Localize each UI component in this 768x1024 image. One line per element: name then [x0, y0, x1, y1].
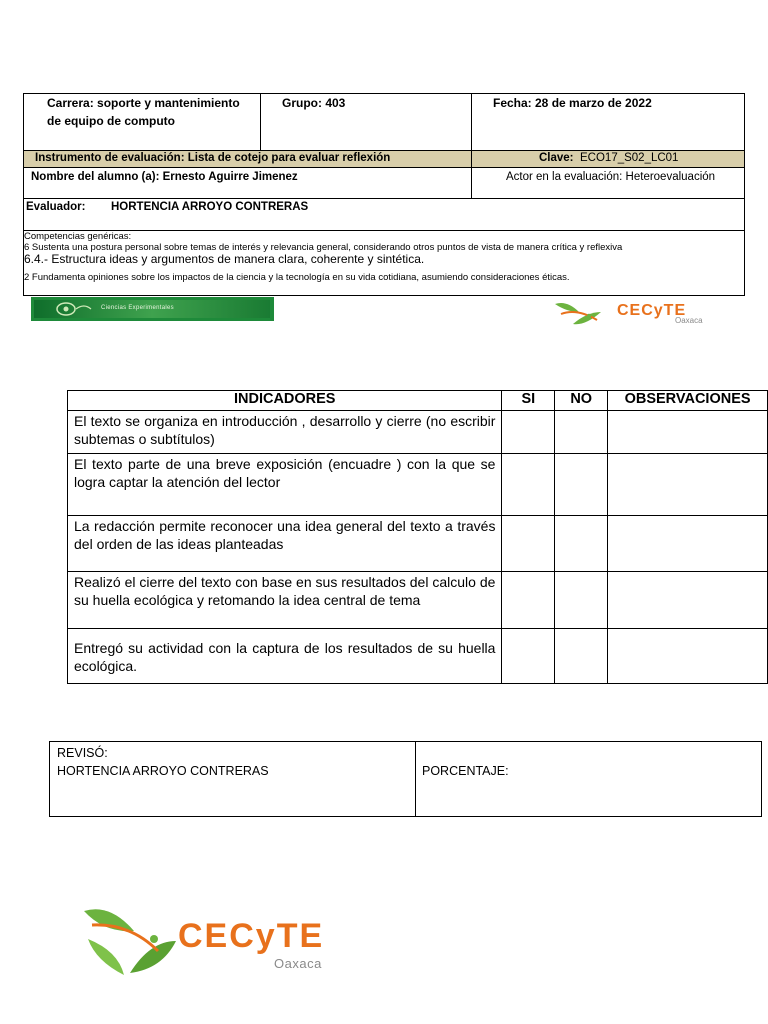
alumno-label: Nombre del alumno (a): Ernesto Aguirre Jimenez: [31, 171, 298, 183]
cecyte-logo-large: [80, 905, 330, 983]
si-cell[interactable]: [502, 411, 555, 454]
competencias-title: Competencias genéricas:: [24, 231, 132, 242]
reviso-label: REVISÓ:: [57, 746, 108, 760]
si-cell[interactable]: [502, 629, 555, 684]
porcentaje-field[interactable]: [505, 760, 745, 780]
actor-label: Actor en la evaluación: Heteroevaluación: [506, 171, 716, 183]
ciencias-banner: [31, 297, 274, 321]
evaluation-header: [23, 93, 745, 296]
indicator-text: El texto se organiza en introducción , desarrollo y cierre (no escribir subtemas o subtítulos): [68, 411, 502, 454]
cecyte-logo-small: [553, 300, 713, 328]
competencia-6: 6 Sustenta una postura personal sobre temas de interés y relevancia general, considerando otros puntos de vista de manera crítica y reflexiva: [24, 242, 623, 253]
no-cell[interactable]: [555, 516, 608, 572]
table-row: [68, 454, 768, 516]
review-box: [49, 741, 762, 817]
competencia-6-4: 6.4.- Estructura ideas y argumentos de manera clara, coherente y sintética.: [24, 252, 425, 266]
indicator-text: Realizó el cierre del texto con base en sus resultados del calculo de su huella ecológica y retomando la idea central de tema: [68, 572, 502, 629]
indicator-text: Entregó su actividad con la captura de los resultados de su huella ecológica.: [68, 629, 502, 684]
indicator-text: El texto parte de una breve exposición (encuadre ) con la que se logra captar la atención del lector: [68, 454, 502, 516]
observaciones-cell[interactable]: [608, 572, 768, 629]
si-cell[interactable]: [502, 572, 555, 629]
table-header-row: [68, 391, 768, 411]
grupo-label: Grupo: 403: [282, 96, 346, 110]
evaluador-name: HORTENCIA ARROYO CONTRERAS: [111, 201, 309, 213]
indicators-table: [67, 390, 768, 684]
table-row: [68, 516, 768, 572]
cecyte-small-wordmark: CECyTE: [617, 302, 687, 319]
porcentaje-label: PORCENTAJE:: [422, 764, 509, 778]
clave-label: Clave:: [539, 152, 574, 164]
indicator-text: La redacción permite reconocer una idea general del texto a través del orden de las ideas planteadas: [68, 516, 502, 572]
col-indicadores: INDICADORES: [68, 391, 502, 411]
reviso-name: HORTENCIA ARROYO CONTRERAS: [57, 764, 269, 778]
table-row: [68, 411, 768, 454]
no-cell[interactable]: [555, 411, 608, 454]
ciencias-icon: [54, 300, 94, 318]
cecyte-leaf-large-icon: [80, 905, 180, 983]
fecha-label: Fecha: 28 de marzo de 2022: [493, 96, 652, 110]
evaluador-label: Evaluador:: [26, 201, 86, 213]
col-observaciones: OBSERVACIONES: [608, 391, 768, 411]
cecyte-wordmark: CECyTE: [178, 917, 325, 955]
no-cell[interactable]: [555, 572, 608, 629]
si-cell[interactable]: [502, 454, 555, 516]
observaciones-cell[interactable]: [608, 516, 768, 572]
cecyte-region: Oaxaca: [274, 956, 322, 971]
observaciones-cell[interactable]: [608, 629, 768, 684]
observaciones-cell[interactable]: [608, 411, 768, 454]
cecyte-small-region: Oaxaca: [675, 316, 703, 325]
col-si: SI: [502, 391, 555, 411]
col-no: NO: [555, 391, 608, 411]
banner-label: Ciencias Experimentales: [101, 305, 174, 311]
si-cell[interactable]: [502, 516, 555, 572]
table-row: [68, 629, 768, 684]
carrera-label: Carrera: soporte y mantenimiento de equipo de computo: [47, 96, 240, 128]
no-cell[interactable]: [555, 454, 608, 516]
observaciones-cell[interactable]: [608, 454, 768, 516]
no-cell[interactable]: [555, 629, 608, 684]
instrumento-label: Instrumento de evaluación: Lista de cotejo para evaluar reflexión: [35, 152, 391, 164]
table-row: [68, 572, 768, 629]
competencia-2: 2 Fundamenta opiniones sobre los impactos de la ciencia y la tecnología en su vida cotidiana, asumiendo consideraciones éticas.: [24, 272, 570, 283]
clave-value: ECO17_S02_LC01: [580, 152, 679, 164]
